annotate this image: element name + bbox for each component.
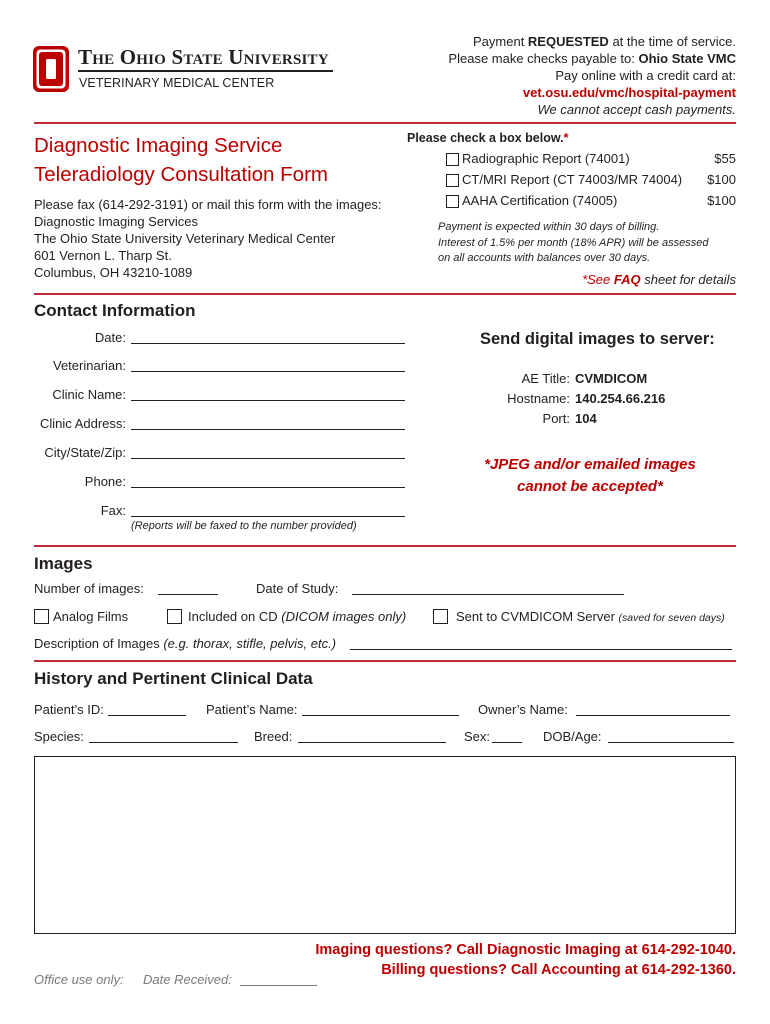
phone-label: Phone: — [84, 474, 126, 489]
service-price: $100 — [707, 193, 736, 208]
patient-name-label: Patient’s Name: — [206, 702, 298, 717]
faq-note: *See FAQ sheet for details — [582, 272, 736, 287]
dob-age-label: DOB/Age: — [543, 729, 602, 744]
date-field[interactable] — [131, 343, 405, 344]
analog-films-checkbox[interactable] — [34, 609, 49, 624]
number-of-images-field[interactable] — [158, 594, 218, 595]
service-label: Radiographic Report (74001) — [462, 151, 630, 166]
sent-to-server-checkbox[interactable] — [433, 609, 448, 624]
contact-phone-lines: Imaging questions? Call Diagnostic Imaging at 614-292-1040. Billing questions? Call Accounting at 614-292-1360. — [315, 942, 736, 978]
payment-notice: Payment REQUESTED at the time of service. Please make checks payable to: Ohio State VMC Pay online with a credit card at: vet.osu.edu/vmc/hospital-payment We cannot accept cash payments. — [376, 33, 736, 118]
veterinarian-field[interactable] — [131, 371, 405, 372]
university-name: The Ohio State University — [78, 45, 329, 69]
hostname-label: Hostname: — [507, 391, 570, 406]
fax-field[interactable] — [131, 516, 405, 517]
city-state-zip-field[interactable] — [131, 458, 405, 459]
sex-label: Sex: — [464, 729, 491, 744]
server-heading: Send digital images to server: — [480, 330, 715, 348]
office-use-label: Office use only: — [34, 972, 124, 987]
service-price: $55 — [714, 151, 736, 166]
center-name: VETERINARY MEDICAL CENTER — [79, 76, 275, 90]
image-description-label: Description of Images (e.g. thorax, stifle, pelvis, etc.) — [34, 636, 337, 651]
owner-name-label: Owner’s Name: — [478, 702, 568, 717]
aaha-certification-checkbox[interactable] — [446, 195, 459, 208]
date-label: Date: — [94, 330, 126, 345]
osu-block-o-logo — [33, 46, 69, 92]
form-title: Diagnostic Imaging Service Teleradiology Consultation Form — [34, 134, 328, 186]
images-heading: Images — [34, 554, 93, 573]
contact-heading: Contact Information — [34, 301, 196, 320]
radiographic-report-checkbox[interactable] — [446, 153, 459, 166]
ae-title-value: CVMDICOM — [575, 371, 648, 386]
service-price: $100 — [707, 172, 736, 187]
services-heading: Please check a box below.* — [407, 131, 569, 145]
jpeg-warning: *JPEG and/or emailed images cannot be accepted* — [484, 456, 696, 495]
analog-films-label: Analog Films — [53, 609, 129, 624]
ae-title-label: AE Title: — [521, 371, 570, 386]
fax-label: Fax: — [100, 503, 126, 518]
clinic-name-label: Clinic Name: — [52, 387, 126, 402]
date-of-study-label: Date of Study: — [256, 581, 339, 596]
phone-field[interactable] — [131, 487, 405, 488]
veterinarian-label: Veterinarian: — [53, 358, 126, 373]
payment-url-link[interactable]: vet.osu.edu/vmc/hospital-payment — [522, 85, 736, 100]
clinic-address-label: Clinic Address: — [40, 416, 126, 431]
owner-name-field[interactable] — [576, 715, 730, 716]
clinic-address-field[interactable] — [131, 429, 405, 430]
history-rule — [34, 660, 736, 662]
fax-note: (Reports will be faxed to the number provided) — [131, 520, 357, 532]
breed-field[interactable] — [298, 742, 446, 743]
city-state-zip-label: City/State/Zip: — [44, 445, 126, 460]
breed-label: Breed: — [254, 729, 293, 744]
sex-field[interactable] — [492, 742, 522, 743]
included-on-cd-label: Included on CD (DICOM images only) — [188, 609, 407, 624]
mailing-instructions: Please fax (614-292-3191) or mail this form with the images: Diagnostic Imaging Services The Ohio State University Veterinary Medical Center 601 Vernon L. Tharp St. Columbus, OH 43210-1089 — [34, 197, 382, 280]
included-on-cd-checkbox[interactable] — [167, 609, 182, 624]
billing-terms: Payment is expected within 30 days of billing. Interest of 1.5% per month (18% APR) will be assessed on all accounts with balances over 30 days. — [438, 221, 709, 264]
sent-to-server-label: Sent to CVMDICOM Server (saved for seven days) — [456, 609, 725, 624]
patient-id-label: Patient’s ID: — [34, 702, 104, 717]
date-received-field[interactable] — [240, 985, 317, 986]
clinic-name-field[interactable] — [131, 400, 405, 401]
patient-id-field[interactable] — [108, 715, 186, 716]
header-rule — [34, 122, 736, 124]
images-rule — [34, 545, 736, 547]
species-field[interactable] — [89, 742, 238, 743]
patient-name-field[interactable] — [302, 715, 459, 716]
number-of-images-label: Number of images: — [34, 581, 144, 596]
port-label: Port: — [542, 411, 570, 426]
port-value: 104 — [575, 411, 597, 426]
ct-mri-report-checkbox[interactable] — [446, 174, 459, 187]
species-label: Species: — [34, 729, 84, 744]
service-label: AAHA Certification (74005) — [462, 193, 618, 208]
hostname-value: 140.254.66.216 — [575, 391, 666, 406]
contact-rule — [34, 293, 736, 295]
date-received-label: Date Received: — [143, 972, 232, 987]
image-description-field[interactable] — [350, 649, 732, 650]
service-label: CT/MRI Report (CT 74003/MR 74004) — [462, 172, 683, 187]
dob-age-field[interactable] — [608, 742, 734, 743]
history-heading: History and Pertinent Clinical Data — [34, 669, 313, 688]
logo-divider — [78, 70, 333, 72]
clinical-history-textarea[interactable] — [34, 756, 736, 934]
date-of-study-field[interactable] — [352, 594, 624, 595]
